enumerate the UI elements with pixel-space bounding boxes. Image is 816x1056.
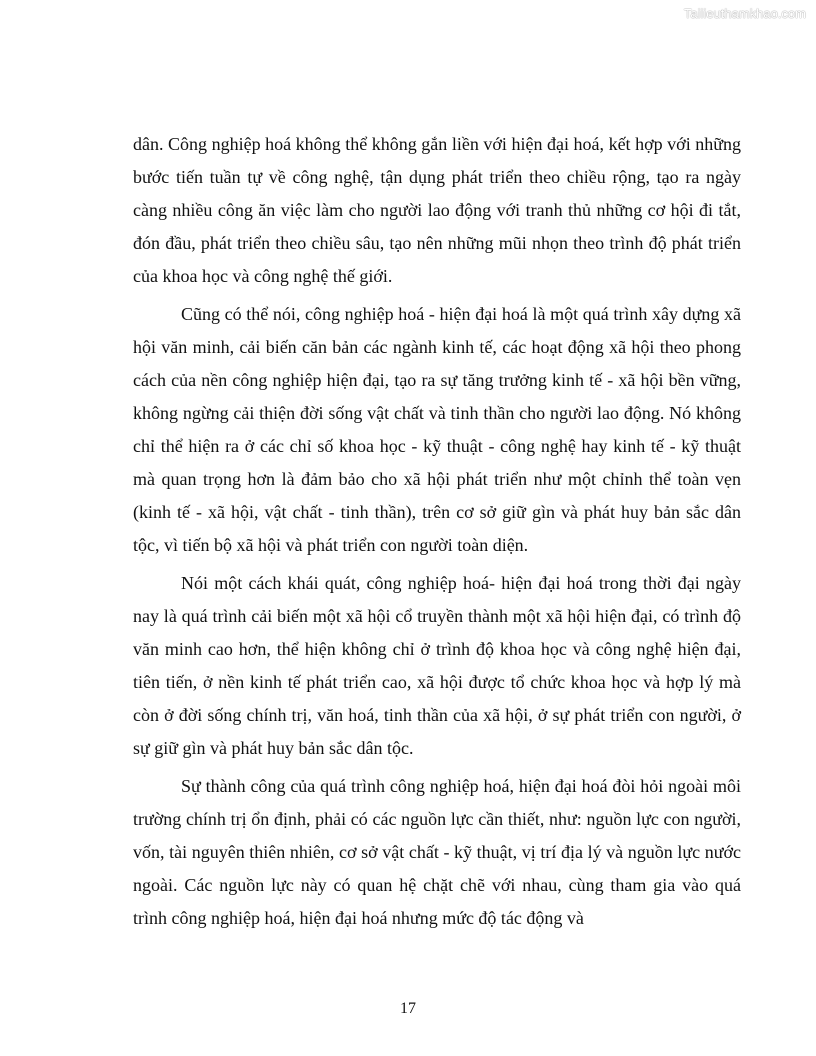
page-body [133,128,741,940]
watermark: Tailieuthamkhao.com [683,6,806,21]
page-number: 17 [400,1000,416,1017]
paragraph-4: Sự thành công của quá trình công nghiệp hoá, hiện đại hoá đòi hỏi ngoài môi trường chính trị ổn định, phải có các nguồn lực cần thiết, như: nguồn lực con người, vốn, tài nguyên thiên nhiên, cơ sở vật chất - kỹ thuật, vị trí địa lý và nguồn lực nước ngoài. Các nguồn lực này có quan hệ chặt chẽ với nhau, cùng tham gia vào quá trình công nghiệp hoá, hiện đại hoá nhưng mức độ tác động và [133,776,741,928]
paragraph-2: Cũng có thể nói, công nghiệp hoá - hiện đại hoá là một quá trình xây dựng xã hội văn minh, cải biến căn bản các ngành kinh tế, các hoạt động xã hội theo phong cách của nền công nghiệp hiện đại, tạo ra sự tăng trưởng kinh tế - xã hội bền vững, không ngừng cải thiện đời sống vật chất và tinh thần cho người lao động. Nó không chỉ thể hiện ra ở các chỉ số khoa học - kỹ thuật - công nghệ hay kinh tế - kỹ thuật mà quan trọng hơn là đảm bảo cho xã hội phát triển như một chỉnh thể toàn vẹn (kinh tế - xã hội, vật chất - tinh thần), trên cơ sở giữ gìn và phát huy bản sắc dân tộc, vì tiến bộ xã hội và phát triển con người toàn diện. [133,304,741,555]
paragraph-3: Nói một cách khái quát, công nghiệp hoá- hiện đại hoá trong thời đại ngày nay là quá trình cải biến một xã hội cổ truyền thành một xã hội hiện đại, có trình độ văn minh cao hơn, thể hiện không chỉ ở trình độ khoa học và công nghệ hiện đại, tiên tiến, ở nền kinh tế phát triển cao, xã hội được tổ chức khoa học và hợp lý mà còn ở đời sống chính trị, văn hoá, tinh thần của xã hội, ở sự phát triển con người, ở sự giữ gìn và phát huy bản sắc dân tộc. [133,573,741,758]
paragraph-1: dân. Công nghiệp hoá không thể không gắn liền với hiện đại hoá, kết hợp với những bước tiến tuần tự về công nghệ, tận dụng phát triển theo chiều rộng, tạo ra ngày càng nhiều công ăn việc làm cho người lao động với tranh thủ những cơ hội đi tắt, đón đầu, phát triển theo chiều sâu, tạo nên những mũi nhọn theo trình độ phát triển của khoa học và công nghệ thế giới. [133,134,741,286]
